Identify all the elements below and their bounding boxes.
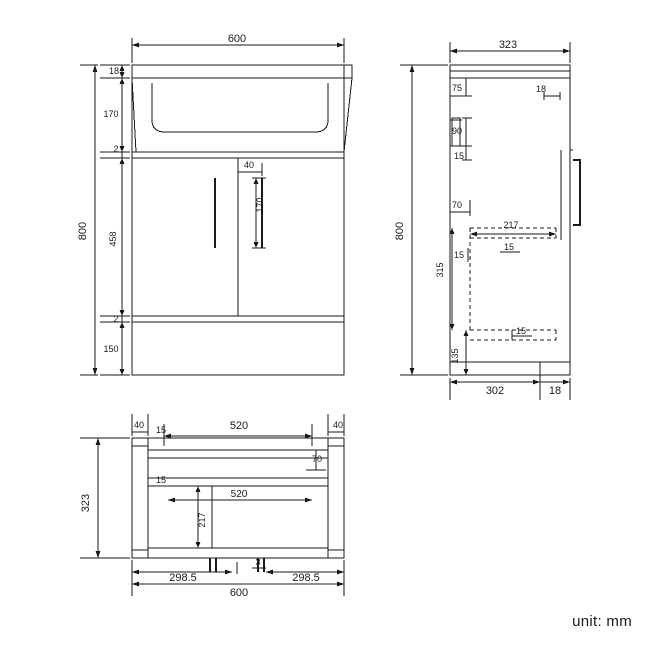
plan-view-group [80,414,344,596]
dim-label: 90 [451,126,463,136]
dim-label: 298.5 [169,572,197,584]
dim-label: 170 [255,197,265,213]
dim-label: 217 [197,512,207,528]
dim-label: 135 [450,348,460,364]
dim-label: 18 [548,385,562,397]
dim-label: 18 [535,84,547,94]
dim-label: 2 [113,314,119,324]
dim-label: 70 [311,454,323,464]
front-basin-lip [132,65,352,78]
dim-label: 217 [503,220,519,230]
unit-note: unit: mm [572,613,632,630]
dim-label: 520 [230,489,248,500]
side-handle [573,160,580,225]
dim-label: 15 [155,475,167,485]
dim-label: 75 [451,83,463,93]
dim-label: 15 [503,242,515,252]
dim-label: 302 [485,385,505,397]
dim-label: 458 [108,231,118,247]
dim-label: 3 [255,557,261,567]
dim-label: 800 [77,221,89,241]
dim-label: 298.5 [292,572,320,584]
plan-foot-left [210,558,216,572]
dim-label: 150 [103,344,119,354]
plan-panel-right [328,446,344,550]
dim-label: 15 [515,326,527,336]
dim-label: 323 [498,39,518,51]
dim-label: 15 [453,250,465,260]
side-elevation-group [400,42,580,400]
dim-label: 40 [133,420,145,430]
dim-label: 18 [108,66,120,76]
dim-label: 170 [103,109,119,119]
front-drawer [132,322,344,375]
front-elevation-group [80,38,352,375]
dim-label: 2 [113,144,119,154]
dim-label: 600 [229,587,249,599]
dim-label: 323 [80,493,92,513]
dim-label: 800 [394,221,406,241]
plan-panel-left [132,446,148,550]
dim-label: 600 [227,33,247,45]
front-basin-bowl [152,83,328,132]
dim-label: 40 [332,420,344,430]
dim-label: 70 [451,200,463,210]
dim-label: 40 [243,160,255,170]
dim-label: 520 [229,420,249,432]
dim-label: 15 [155,425,167,435]
dim-label: 15 [453,151,465,161]
dim-label: 315 [435,262,445,278]
front-basin-body [132,78,352,152]
